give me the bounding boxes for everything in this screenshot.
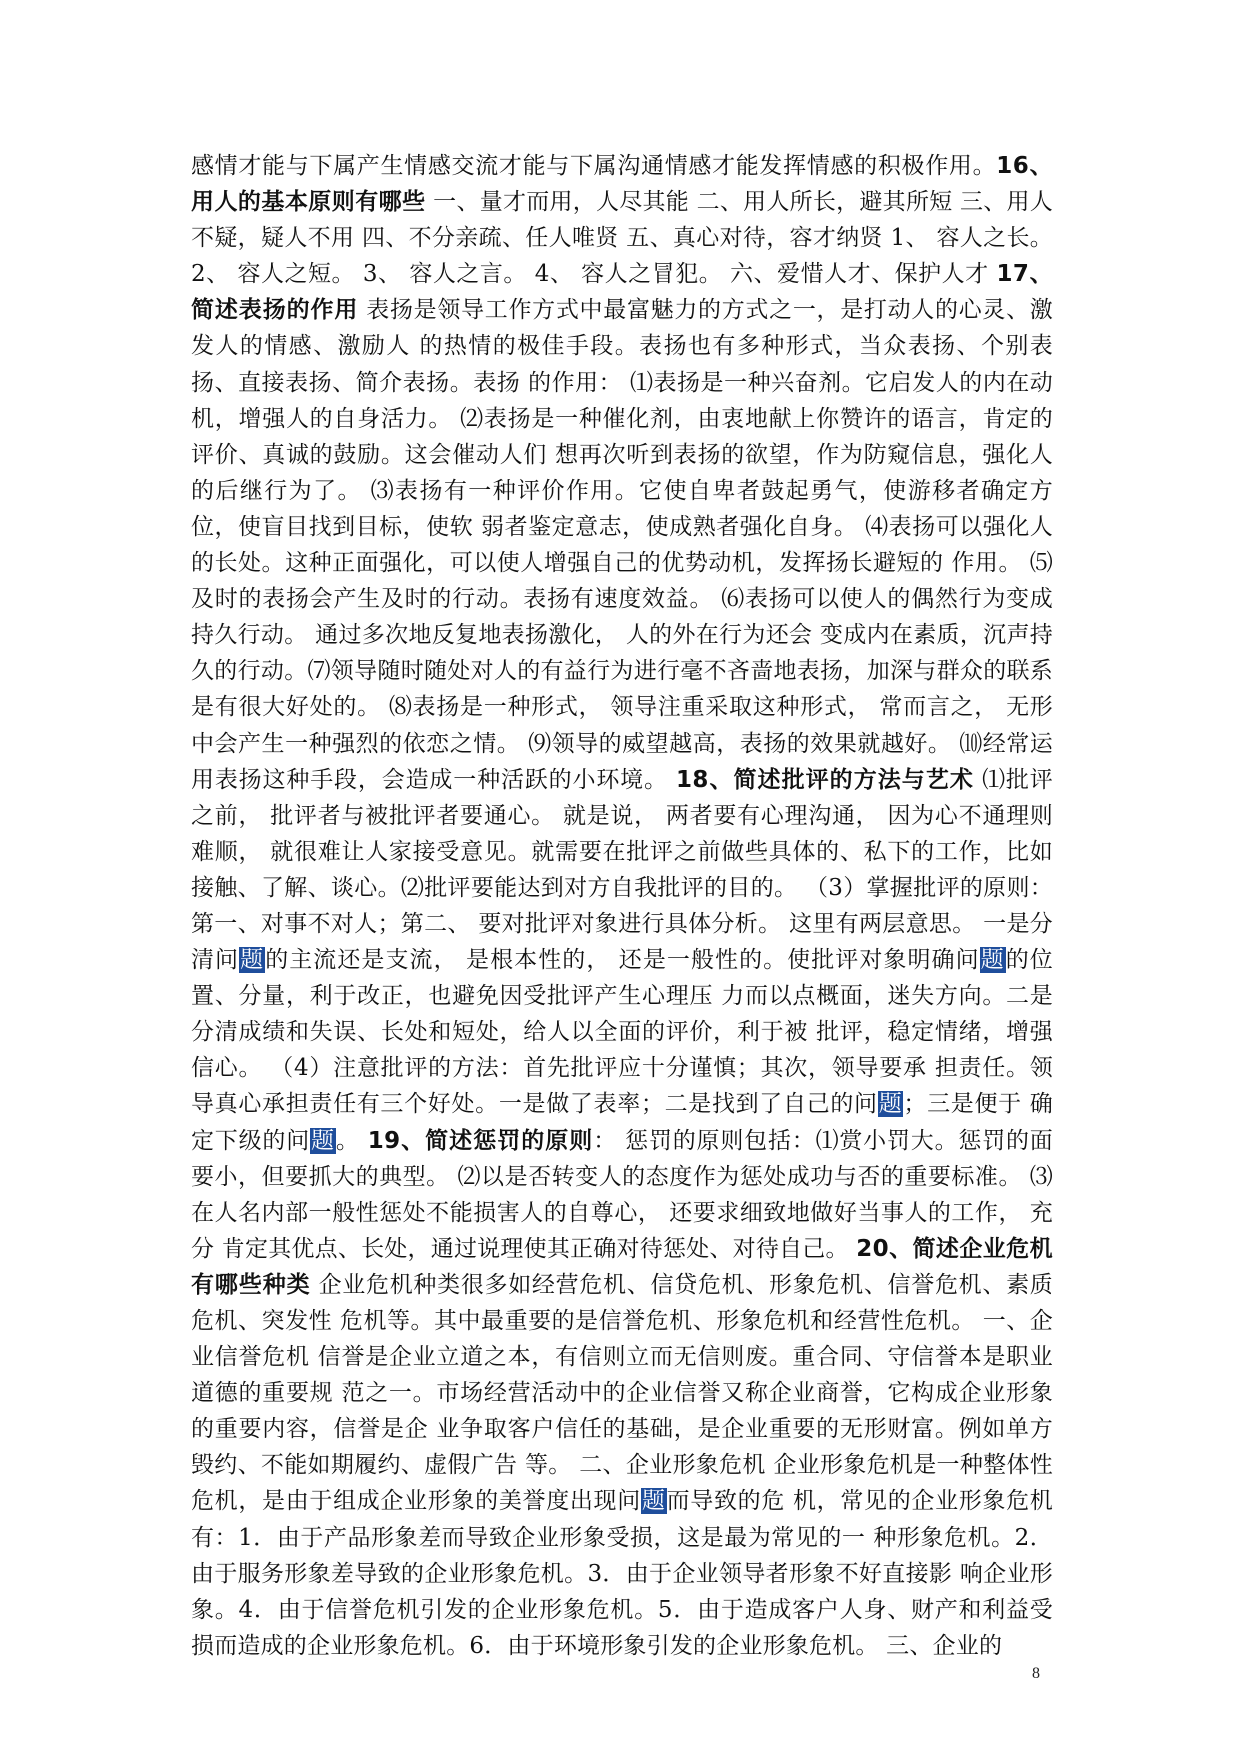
section-heading: 20、简述企业危机有哪些种类 bbox=[191, 1235, 1054, 1298]
text-run: ⑴批评之前， 批评者与被批评者要通心。 就是说， 两者要有心理沟通， 因为心不通理则难顺， 就很难让人家接受意见。就需要在批评之前做些具体的、私下的工作，比如接触、了解、谈心。⑵批评要能达到对方自我批评的目的。 （3）掌握批评的原则：第一、对事不对人；第二、 要对批评对象进行具体分析。 这里有两层意思。 一是分清问 bbox=[191, 766, 1053, 974]
text-run: 感情才能与下属产生情感交流才能与下属沟通情感才能发挥情感的积极作用。 bbox=[191, 153, 997, 179]
highlighted-term: 题 bbox=[878, 1091, 903, 1118]
text-run: 的位置、分量，利于改正，也避免因受批评产生心理压 力而以点概面，迷失方向。二是分清成绩和失误、长处和短处，给人以全面的评价，利于被 批评，稳定情绪，增强信心。 （4）注意批评的方法：首先批评应十分谨慎；其次，领导要承 担责任。领导真心承担责任有三个好处。一是做了表率；二是找到了自己的问 bbox=[191, 947, 1053, 1118]
highlighted-term: 题 bbox=[980, 947, 1005, 974]
page-number: 8 bbox=[1032, 1665, 1040, 1682]
highlighted-term: 题 bbox=[311, 1127, 335, 1154]
text-run: ： 惩罚的原则包括：⑴赏小罚大。惩罚的面要小，但要抓大的典型。 ⑵以是否转变人的态度作为惩处成功与否的重要标准。 ⑶在人名内部一般性惩处不能损害人的自尊心， 还要求细致地做好当事人的工作， 充分 肯定其优点、长处，通过说理使其正确对待惩处、对待自己。 bbox=[191, 1127, 1054, 1262]
text-run: 的主流还是支流， 是根本性的， 还是一般性的。使批评对象明确问 bbox=[265, 947, 980, 974]
section-heading: 17、简述表扬的作用 bbox=[191, 261, 1054, 324]
text-run: 而导致的危 机，常见的企业形象危机有：1．由于产品形象差而导致企业形象受损，这是最为常见的一 种形象危机。2．由于服务形象差导致的企业形象危机。3．由于企业领导者形象不好直接影 响企业形象。4．由于信誉危机引发的企业形象危机。5．由于造成客户人身、财产和利益受损而造成的企业形象危机。6．由于环境形象引发的企业形象危机。 三、企业的 bbox=[191, 1488, 1053, 1659]
text-run: 企业危机种类很多如经营危机、信贷危机、形象危机、信誉危机、素质危机、突发性 危机等。其中最重要的是信誉危机、形象危机和经营性危机。 一、企业信誉危机 信誉是企业立道之本，有信则立而无信则废。重合同、守信誉本是职业道德的重要规 范之一。市场经营活动中的企业信誉又称企业商誉，它构成企业形象的重要内容，信誉是企 业争取客户信任的基础，是企业重要的无形财富。例如单方毁约、不能如期履约、虚假广告 等。 二、企业形象危机 企业形象危机是一种整体性危机，是由于组成企业形象的美誉度出现问 bbox=[191, 1271, 1053, 1515]
body-text bbox=[191, 148, 1053, 1664]
section-heading: 18、简述批评的方法与艺术 bbox=[676, 766, 974, 793]
section-heading: 16、用人的基本原则有哪些 bbox=[191, 153, 1053, 216]
highlighted-term: 题 bbox=[240, 947, 265, 974]
section-heading: 19、简述惩罚的原则 bbox=[367, 1127, 594, 1154]
text-run: ；三是便于 确定下级的问 bbox=[191, 1091, 1053, 1154]
text-run: 。 bbox=[335, 1127, 368, 1154]
highlighted-term: 题 bbox=[641, 1488, 666, 1515]
text-run: 一、量才而用，人尽其能 二、用人所长，避其所短 三、用人不疑，疑人不用 四、不分亲疏、任人唯贤 五、真心对待，容才纳贤 1、 容人之长。 2、 容人之短。 3、 容人之言。 4、 容人之冒犯。 六、爱惜人才、保护人才 bbox=[191, 189, 1054, 288]
text-run: 表扬是领导工作方式中最富魅力的方式之一，是打动人的心灵、激发人的情感、激励人 的热情的极佳手段。表扬也有多种形式，当众表扬、个别表扬、直接表扬、简介表扬。表扬 的作用： ⑴表扬是一种兴奋剂。它启发人的内在动机，增强人的自身活力。 ⑵表扬是一种催化剂，由衷地献上你赞许的语言，肯定的评价、真诚的鼓励。这会催动人们 想再次听到表扬的欲望，作为防窥信息，强化人的后继行为了。 ⑶表扬有一种评价作用。它使自卑者鼓起勇气，使游移者确定方位，使盲目找到目标，使软 弱者鉴定意志，使成熟者强化自身。 ⑷表扬可以强化人的长处。这种正面强化，可以使人增强自己的优势动机，发挥扬长避短的 作用。 ⑸及时的表扬会产生及时的行动。表扬有速度效益。 ⑹表扬可以使人的偶然行为变成持久行动。 通过多次地反复地表扬激化， 人的外在行为还会 变成内在素质，沉声持久的行动。⑺领导随时随处对人的有益行为进行毫不吝啬地表扬，加深与群众的联系是有很大好处的。 ⑻表扬是一种形式， 领导注重采取这种形式， 常而言之， 无形中会产生一种强烈的依恋之情。 ⑼领导的威望越高，表扬的效果就越好。 ⑽经常运用表扬这种手段，会造成一种活跃的小环境。 bbox=[191, 297, 1053, 793]
